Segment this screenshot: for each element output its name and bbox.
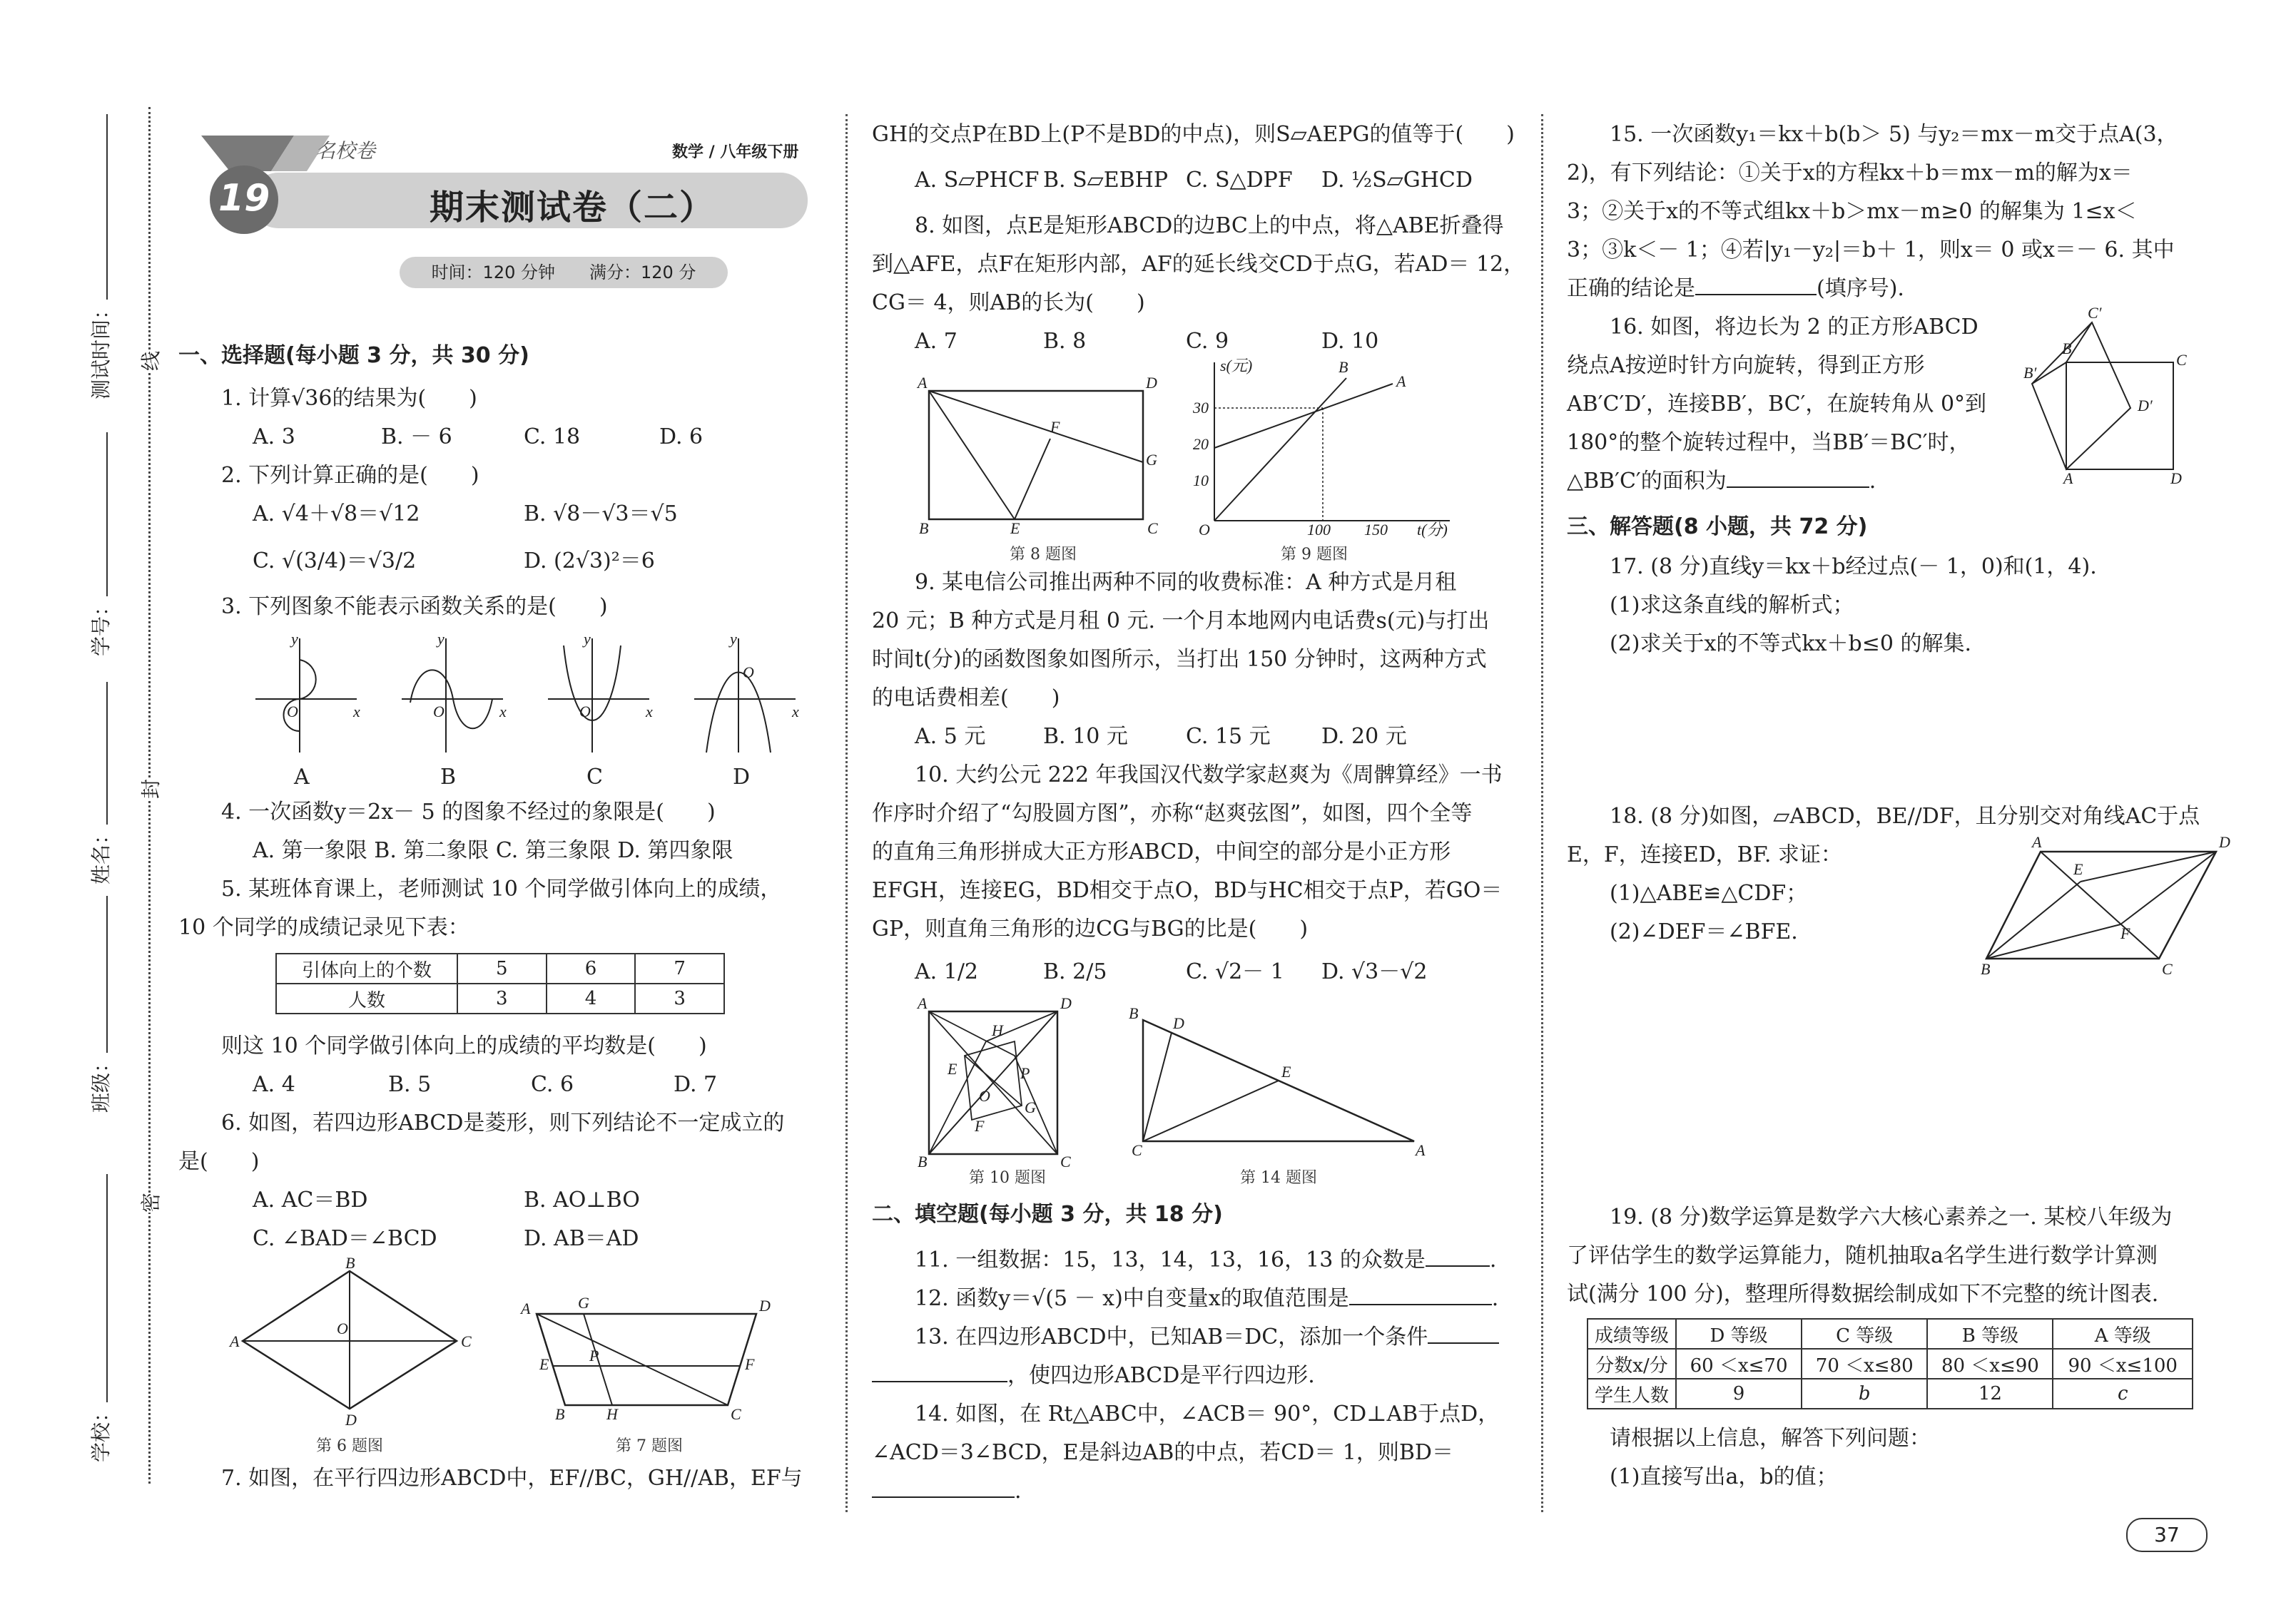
q7-options — [872, 161, 1473, 200]
q10-text-3: 的直角三角形拼成大正方形ABCD，中间空的部分是小正方形 — [872, 840, 1451, 864]
svg-text:O: O — [287, 703, 298, 720]
svg-text:y: y — [291, 630, 298, 648]
q14-text-2: ∠ACD＝3∠BCD，E是斜边AB的中点，若CD＝ 1，则BD＝ — [872, 1440, 1453, 1465]
q5-opt-b[interactable]: B. 5 — [388, 1072, 432, 1097]
figure-8-svg — [915, 371, 1172, 535]
q9-opt-b[interactable]: B. 10 元 — [1043, 724, 1128, 749]
side-mark-xian: 线 — [136, 351, 164, 371]
figure-16-svg — [2023, 304, 2195, 487]
fig9-line-a — [1214, 384, 1393, 448]
table-cell: 3 — [635, 984, 724, 1014]
exam-title: 期末测试卷（二） — [430, 188, 716, 228]
badge-number: 19 — [218, 177, 270, 220]
q18-text-1: 18. (8 分)如图，▱ABCD，BE//DF，且分别交对角线AC于点 — [1610, 804, 2200, 829]
svg-text:P: P — [589, 1347, 599, 1365]
svg-text:E: E — [948, 1060, 957, 1078]
q2-text: 2. 下列计算正确的是( ) — [221, 463, 479, 488]
svg-text:H: H — [992, 1021, 1003, 1039]
q10-text-4: EFGH，连接EG，BD相交于点O，BD与HC相交于点P，若GO＝ — [872, 878, 1503, 903]
q6-options-row1 — [178, 1181, 640, 1220]
column-2 — [872, 0, 1528, 1622]
svg-text:E: E — [2073, 860, 2083, 878]
q7-opt-d[interactable]: D. ½S▱GHCD — [1321, 168, 1473, 193]
svg-text:D: D — [759, 1297, 771, 1315]
q10-text-2: 作序时介绍了“勾股圆方图”，亦称“赵爽弦图”，如图，四个全等 — [872, 801, 1473, 826]
svg-text:D: D — [1173, 1014, 1184, 1032]
svg-text:F: F — [2120, 924, 2130, 942]
svg-text:F: F — [745, 1355, 755, 1373]
svg-text:E: E — [1281, 1063, 1291, 1081]
q1-opt-c[interactable]: C. 18 — [524, 424, 581, 449]
svg-text:A: A — [918, 994, 928, 1012]
q10-opt-a[interactable]: A. 1/2 — [915, 959, 979, 984]
q6-opt-b[interactable]: B. AO⊥BO — [524, 1188, 640, 1213]
q8-opt-c[interactable]: C. 9 — [1186, 329, 1229, 354]
q18-text-4: (2)∠DEF＝∠BFE. — [1610, 919, 1798, 944]
figure-14 — [1129, 1006, 1428, 1166]
q13-answer-blank-1[interactable] — [1428, 1321, 1499, 1344]
svg-text:C: C — [1132, 1141, 1142, 1159]
svg-text:O: O — [337, 1320, 348, 1337]
q9-text-2: 20 元；B 种方式是月租 0 元. 一个月本地网内电话费s(元)与打出 — [872, 608, 1490, 633]
fig9-series-b-label: B — [1339, 358, 1348, 376]
svg-text:A: A — [918, 374, 928, 392]
q9-text-3: 时间t(分)的函数图象如图所示，当打出 150 分钟时，这两种方式 — [872, 647, 1487, 672]
figure-18 — [1981, 833, 2237, 984]
svg-text:O: O — [433, 703, 445, 720]
q9-text-1: 9. 某电信公司推出两种不同的收费标准：A 种方式是月租 — [915, 570, 1457, 595]
q15-text-5: 正确的结论是 (填序号). — [1567, 270, 1904, 308]
q18-text-2: E，F，连接ED，BF. 求证： — [1567, 842, 1842, 867]
q10-opt-b[interactable]: B. 2/5 — [1043, 959, 1107, 984]
q3-text: 3. 下列图象不能表示函数关系的是( ) — [221, 594, 608, 619]
q13-text-1: 13. 在四边形ABCD中，已知AB＝DC，添加一个条件 — [872, 1318, 1499, 1357]
q2-opt-b[interactable]: B. √8－√3＝√5 — [524, 501, 678, 526]
svg-text:B: B — [555, 1405, 565, 1423]
svg-text:D′: D′ — [2138, 397, 2153, 414]
section-3-heading: 三、解答题(8 小题，共 72 分) — [1567, 514, 1868, 539]
q10-options — [872, 953, 1427, 991]
q16-text-3: AB′C′D′，连接BB′，BC′，在旋转角从 0°到 — [1567, 392, 1987, 417]
q15-answer-blank[interactable] — [1695, 272, 1817, 295]
svg-text:C: C — [1147, 519, 1158, 537]
q8-text-3: CG＝ 4，则AB的长为( ) — [872, 290, 1145, 315]
svg-text:A: A — [2063, 469, 2073, 487]
q17-text-2: (1)求这条直线的解析式； — [1610, 593, 1854, 618]
q1-opt-b[interactable]: B. － 6 — [381, 424, 452, 449]
q11-answer-blank[interactable] — [1426, 1244, 1490, 1267]
q1-text: 1. 计算√36的结果为( ) — [221, 386, 477, 411]
svg-text:B: B — [2062, 340, 2072, 357]
svg-text:O: O — [979, 1087, 990, 1105]
table-row — [1588, 1349, 2193, 1379]
q12-text: 12. 函数y＝√(5 － x)中自变量x的取值范围是 . — [872, 1280, 1498, 1318]
svg-text:B′: B′ — [2023, 364, 2037, 382]
table-cell: 分数x/分 — [1588, 1349, 1676, 1379]
figure-9-caption: 第 9 题图 — [1281, 546, 1348, 563]
fig9-origin: O — [1199, 521, 1210, 539]
column-separator-2 — [1541, 114, 1543, 1512]
q2-options-row2 — [178, 542, 655, 581]
q13-text-2: ，使四边形ABCD是平行四边形. — [872, 1357, 1315, 1395]
table-cell: 人数 — [276, 984, 457, 1014]
table-cell: D 等级 — [1676, 1319, 1802, 1349]
svg-text:A: A — [2032, 833, 2042, 851]
svg-text:C: C — [1060, 1153, 1071, 1170]
q9-options — [872, 718, 1407, 756]
svg-text:E: E — [539, 1355, 549, 1373]
side-label-name: 姓名： — [86, 682, 114, 884]
svg-text:B: B — [1129, 1004, 1139, 1022]
q9-opt-c[interactable]: C. 15 元 — [1186, 724, 1271, 749]
q6-opt-a[interactable]: A. AC＝BD — [253, 1188, 368, 1213]
svg-text:G: G — [1025, 1098, 1036, 1116]
svg-text:B: B — [345, 1254, 355, 1272]
table-cell: b — [1802, 1379, 1927, 1409]
svg-text:H: H — [606, 1405, 618, 1423]
table-cell: A 等级 — [2053, 1319, 2193, 1349]
time-info-pill: 时间：120 分钟 满分：120 分 — [400, 257, 728, 288]
section-2-heading: 二、填空题(每小题 3 分，共 18 分) — [872, 1202, 1223, 1227]
figure-7 — [521, 1294, 778, 1423]
q3-label-a[interactable]: A — [294, 765, 310, 790]
svg-text:y: y — [730, 630, 737, 648]
q5-opt-d[interactable]: D. 7 — [674, 1072, 718, 1097]
q16-text-2: 绕点A按逆时针方向旋转，得到正方形 — [1567, 353, 1925, 378]
figure-18-svg — [1981, 833, 2237, 981]
side-mark-feng: 封 — [136, 779, 164, 799]
q19-text-1: 19. (8 分)数学运算是数学六大核心素养之一. 某校八年级为 — [1610, 1205, 2173, 1230]
svg-text:A: A — [521, 1300, 531, 1317]
figure-6-caption: 第 6 题图 — [316, 1437, 383, 1455]
svg-text:y: y — [437, 630, 445, 648]
q14-text-1: 14. 如图，在 Rt△ABC中，∠ACB＝ 90°，CD⊥AB于点D， — [915, 1402, 1500, 1427]
svg-text:x: x — [792, 703, 799, 720]
table-cell: 12 — [1927, 1379, 2053, 1409]
q5-opt-a[interactable]: A. 4 — [253, 1072, 295, 1097]
q4-text: 4. 一次函数y＝2x－ 5 的图象不经过的象限是( ) — [221, 800, 716, 825]
svg-text:A: A — [230, 1332, 240, 1350]
q17-text-3: (2)求关于x的不等式kx＋b≤0 的解集. — [1610, 631, 1972, 656]
figure-8-caption: 第 8 题图 — [1010, 546, 1077, 563]
q3-label-b[interactable]: B — [440, 765, 457, 790]
figure-8 — [915, 371, 1172, 538]
column-1 — [178, 0, 835, 1622]
q19-text-5: (1)直接写出a，b的值； — [1610, 1464, 1838, 1489]
q9-text-4: 的电话费相差( ) — [872, 685, 1060, 710]
page-number: 37 — [2126, 1518, 2208, 1552]
q3-graph-svg — [250, 631, 806, 802]
q19-text-2: 了评估学生的数学运算能力，随机抽取a名学生进行数学计算测 — [1567, 1243, 2158, 1268]
table-cell: c — [2053, 1379, 2193, 1409]
q16-answer-blank[interactable] — [1727, 465, 1869, 488]
q16-text-1: 16. 如图，将边长为 2 的正方形ABCD — [1610, 315, 1978, 340]
fig9-series-a-label: A — [1396, 372, 1406, 390]
svg-text:x: x — [499, 703, 507, 720]
svg-text:B: B — [1981, 960, 1991, 978]
svg-text:x: x — [646, 703, 653, 720]
q5-text-2: 10 个同学的成绩记录见下表： — [178, 915, 469, 940]
svg-text:G: G — [578, 1294, 589, 1312]
q1-opt-a[interactable]: A. 3 — [253, 424, 295, 449]
figure-10 — [915, 994, 1072, 1173]
q2-options-row1 — [178, 495, 678, 534]
q5-table — [275, 953, 725, 1014]
q6-opt-c[interactable]: C. ∠BAD＝∠BCD — [253, 1226, 437, 1251]
side-label-test-time: 测试时间： — [86, 114, 114, 399]
fig9-ylabel: s(元) — [1220, 357, 1253, 374]
table-cell: 5 — [457, 954, 547, 984]
table-cell: 3 — [457, 984, 547, 1014]
side-label-school: 学校： — [86, 1174, 114, 1462]
table-row — [1588, 1379, 2193, 1409]
q3-label-d[interactable]: D — [733, 765, 751, 790]
svg-text:D: D — [1060, 994, 1072, 1012]
q8-opt-b[interactable]: B. 8 — [1043, 329, 1087, 354]
svg-text:B: B — [918, 1153, 928, 1170]
q15-text-1: 15. 一次函数y₁＝kx＋b(b＞ 5) 与y₂＝mx－m交于点A(3， — [1610, 122, 2178, 147]
fig9-ytick-20: 20 — [1193, 435, 1209, 453]
q10-text-5: GP，则直角三角形的边CG与BG的比是( ) — [872, 917, 1309, 942]
q15-text-3: 3；②关于x的不等式组kx＋b＞mx－m≥0 的解集为 1≤x＜ — [1567, 199, 2137, 224]
figure-9 — [1186, 357, 1457, 538]
q3-graph-d — [694, 630, 799, 753]
q6-text-1: 6. 如图，若四边形ABCD是菱形，则下列结论不一定成立的 — [221, 1111, 785, 1136]
table-cell: 90 ＜x≤100 — [2053, 1349, 2193, 1379]
q8-text-2: 到△AFE，点F在矩形内部，AF的延长线交CD于点G，若AD＝ 12， — [872, 252, 1525, 277]
svg-text:A: A — [1416, 1141, 1426, 1159]
q7-opt-a[interactable]: A. S▱PHCF — [915, 168, 1040, 193]
figure-9-svg — [1186, 357, 1457, 539]
svg-text:D: D — [2170, 469, 2182, 487]
figure-16 — [2023, 304, 2195, 487]
q3-graph-a — [255, 630, 360, 753]
q8-options — [872, 322, 1378, 361]
q17-text-1: 17. (8 分)直线y＝kx＋b经过点(－ 1，0)和(1，4). — [1610, 554, 2097, 579]
svg-text:C′: C′ — [2088, 304, 2102, 322]
q6-options-row2 — [178, 1220, 639, 1258]
q8-opt-d[interactable]: D. 10 — [1321, 329, 1379, 354]
q2-opt-d[interactable]: D. (2√3)²＝6 — [524, 549, 655, 573]
table-row — [276, 954, 724, 984]
q8-text-1: 8. 如图，点E是矩形ABCD的边BC上的中点，将△ABE折叠得 — [915, 213, 1504, 238]
q5-text-1: 5. 某班体育课上，老师测试 10 个同学做引体向上的成绩， — [221, 877, 782, 902]
q3-graph-c — [548, 630, 653, 753]
svg-text:P: P — [1020, 1064, 1030, 1082]
subject-label: 数学 / 八年级下册 — [672, 143, 799, 161]
figure-14-caption: 第 14 题图 — [1240, 1169, 1317, 1187]
svg-text:y: y — [584, 630, 591, 648]
q19-text-3: 试(满分 100 分)，整理所得数据绘制成如下不完整的统计图表. — [1567, 1282, 2159, 1307]
q5-text-3: 则这 10 个同学做引体向上的成绩的平均数是( ) — [221, 1034, 707, 1059]
side-label-class: 班级： — [86, 896, 114, 1113]
svg-text:D: D — [345, 1411, 357, 1429]
figure-14-svg — [1129, 1006, 1428, 1163]
table-cell: 7 — [635, 954, 724, 984]
svg-text:E: E — [1010, 519, 1020, 537]
q18-text-3: (1)△ABE≌△CDF； — [1610, 881, 1808, 906]
table-cell: 学生人数 — [1588, 1379, 1676, 1409]
q16-text-5: △BB′C′的面积为 . — [1567, 462, 1876, 501]
fig9-xtick-150: 150 — [1364, 521, 1388, 539]
table-cell: 引体向上的个数 — [276, 954, 457, 984]
column-3 — [1567, 0, 2273, 1622]
column-separator-1 — [845, 114, 848, 1512]
svg-text:F: F — [1050, 418, 1060, 436]
svg-text:C: C — [461, 1332, 472, 1350]
q7-opt-c[interactable]: C. S△DPF — [1186, 168, 1293, 193]
q11-text: 11. 一组数据：15，13，14，13，16，13 的众数是 . — [872, 1241, 1496, 1280]
table-row — [276, 984, 724, 1014]
section-1-heading: 一、选择题(每小题 3 分，共 30 分) — [178, 343, 529, 368]
svg-text:C: C — [2176, 351, 2187, 369]
fig9-ytick-10: 10 — [1193, 471, 1209, 489]
q13-answer-blank-2[interactable] — [872, 1360, 1007, 1382]
q8-opt-a[interactable]: A. 7 — [915, 329, 957, 354]
q5-opt-c[interactable]: C. 6 — [531, 1072, 574, 1097]
svg-text:O: O — [579, 703, 591, 720]
figure-7-caption: 第 7 题图 — [616, 1437, 683, 1455]
q6-opt-d[interactable]: D. AB＝AD — [524, 1226, 639, 1251]
svg-text:G: G — [1146, 451, 1157, 469]
q7-text: 7. 如图，在平行四边形ABCD中，EF//BC，GH//AB，EF与 — [221, 1466, 803, 1491]
q3-graphs — [250, 631, 806, 802]
q2-opt-a[interactable]: A. √4＋√8＝√12 — [253, 501, 420, 526]
table-cell: 70 ＜x≤80 — [1802, 1349, 1927, 1379]
figure-10-caption: 第 10 题图 — [969, 1169, 1046, 1187]
table-row — [1588, 1319, 2193, 1349]
q14-answer-blank[interactable] — [872, 1475, 1015, 1498]
fig9-xlabel: t(分) — [1417, 521, 1448, 539]
q10-opt-c[interactable]: C. √2－ 1 — [1186, 959, 1284, 984]
q9-opt-a[interactable]: A. 5 元 — [915, 724, 986, 749]
q19-text-4: 请根据以上信息，解答下列问题： — [1610, 1426, 1931, 1451]
q7-text-cont: GH的交点P在BD上(P不是BD的中点)，则S▱AEPG的值等于( ) — [872, 122, 1515, 147]
q10-opt-d[interactable]: D. √3－√2 — [1321, 959, 1428, 984]
q6-text-2: 是( ) — [178, 1149, 260, 1174]
table-cell: 60 ＜x≤70 — [1676, 1349, 1802, 1379]
svg-text:D: D — [2219, 833, 2230, 851]
q12-answer-blank[interactable] — [1349, 1282, 1492, 1305]
figure-6 — [221, 1254, 478, 1429]
figure-10-svg — [915, 994, 1072, 1170]
q15-text-4: 3；③k＜－ 1；④若|y₁－y₂|＝b＋ 1，则x＝ 0 或x＝－ 6. 其中 — [1567, 238, 2175, 262]
table-cell: 6 — [547, 954, 636, 984]
q10-text-1: 10. 大约公元 222 年我国汉代数学家赵爽为《周髀算经》一书 — [915, 762, 1503, 787]
table-cell: B 等级 — [1927, 1319, 2053, 1349]
svg-text:F: F — [975, 1117, 985, 1135]
side-mark-mi: 密 — [136, 1193, 164, 1213]
table-cell: 9 — [1676, 1379, 1802, 1409]
q9-opt-d[interactable]: D. 20 元 — [1321, 724, 1407, 749]
side-label-student-id: 学号： — [86, 432, 114, 656]
q15-text-2: 2)，有下列结论：①关于x的方程kx＋b＝mx－m的解为x＝ — [1567, 160, 2133, 185]
fig9-ytick-30: 30 — [1193, 399, 1209, 417]
fig9-xtick-100: 100 — [1307, 521, 1331, 539]
q19-table — [1587, 1318, 2193, 1409]
table-cell: 4 — [547, 984, 636, 1014]
figure-6-svg — [221, 1254, 478, 1429]
q7-opt-b[interactable]: B. S▱EBHP — [1043, 168, 1169, 193]
q4-options[interactable]: A. 第一象限 B. 第二象限 C. 第三象限 D. 第四象限 — [253, 838, 733, 863]
q3-label-c[interactable]: C — [586, 765, 603, 790]
table-cell: C 等级 — [1802, 1319, 1927, 1349]
svg-text:x: x — [353, 703, 360, 720]
q2-opt-c[interactable]: C. √(3/4)＝√3/2 — [253, 549, 417, 573]
q5-options — [178, 1066, 717, 1104]
q1-opt-d[interactable]: D. 6 — [659, 424, 703, 449]
q14-answer-line: . — [872, 1472, 1022, 1511]
fig9-line-b — [1214, 378, 1346, 521]
table-cell: 成绩等级 — [1588, 1319, 1676, 1349]
table-cell: 80 ＜x≤90 — [1927, 1349, 2053, 1379]
svg-text:C: C — [2162, 960, 2173, 978]
q16-text-4: 180°的整个旋转过程中，当BB′＝BC′时， — [1567, 430, 1971, 455]
q3-graph-b — [402, 630, 507, 753]
svg-text:O: O — [743, 663, 754, 681]
q1-options — [178, 418, 838, 456]
svg-text:C: C — [731, 1405, 741, 1423]
series-label: 名校卷 — [315, 139, 376, 163]
svg-text:D: D — [1146, 374, 1157, 392]
svg-text:B: B — [919, 519, 929, 537]
figure-7-svg — [521, 1294, 778, 1423]
